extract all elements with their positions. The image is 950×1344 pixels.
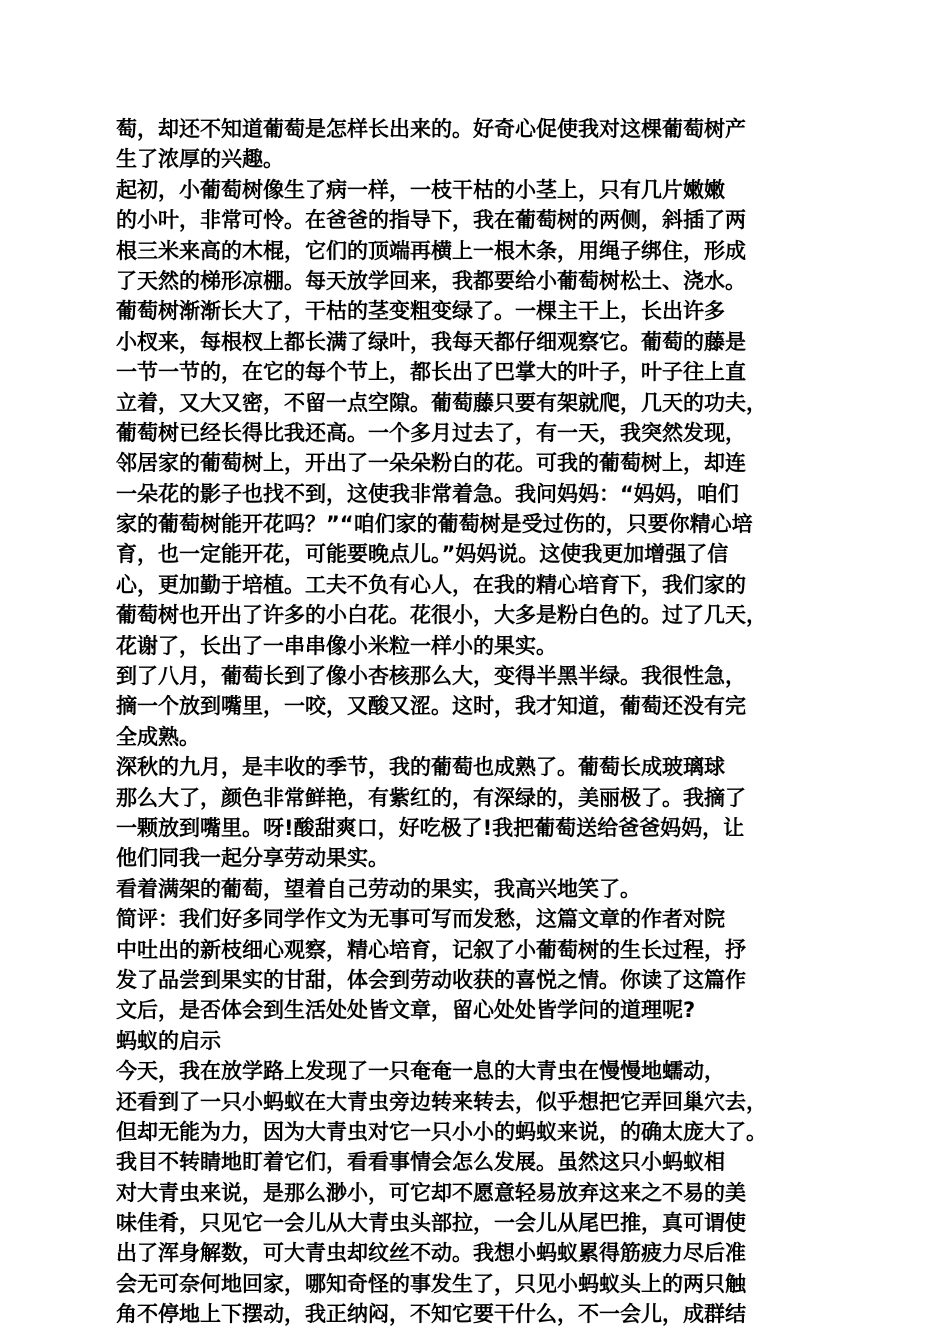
text-line: 今天，我在放学路上发现了一只奄奄一息的大青虫在慢慢地蠕动， (116, 1059, 725, 1084)
text-line: 葡萄树也开出了许多的小白花。花很小，大多是粉白色的。过了几天， (116, 603, 767, 628)
text-line: 萄，却还不知道葡萄是怎样长出来的。好奇心促使我对这棵葡萄树产 (116, 117, 746, 141)
text-line: 中吐出的新枝细心观察，精心培育，记叙了小葡萄树的生长过程，抒 (116, 937, 746, 962)
text-line: 葡萄树渐渐长大了，干枯的茎变粗变绿了。一棵主干上，长出许多 (116, 299, 725, 324)
text-line: 会无可奈何地回家，哪知奇怪的事发生了，只见小蚂蚁头上的两只触 (116, 1271, 746, 1296)
document-body (116, 114, 846, 1330)
text-line: 简评：我们好多同学作文为无事可写而发愁，这篇文章的作者对院 (116, 907, 725, 932)
text-line: 起初，小葡萄树像生了病一样，一枝干枯的小茎上，只有几片嫩嫩 (116, 177, 725, 202)
text-line: 我目不转睛地盯着它们，看看事情会怎么发展。虽然这只小蚂蚁相 (116, 1150, 725, 1175)
text-line: 家的葡萄树能开花吗？”“咱们家的葡萄树是受过伤的，只要你精心培 (116, 512, 753, 537)
text-line: 一颗放到嘴里。呀!酸甜爽口，好吃极了!我把葡萄送给爸爸妈妈，让 (116, 815, 745, 840)
text-line: 花谢了，长出了一串串像小米粒一样小的果实。 (116, 633, 557, 658)
text-line: 葡萄树已经长得比我还高。一个多月过去了，有一天，我突然发现， (116, 420, 746, 445)
text-line: 深秋的九月，是丰收的季节，我的葡萄也成熟了。葡萄长成玻璃球 (116, 755, 725, 780)
text-line: 出了浑身解数，可大青虫却纹丝不动。我想小蚂蚁累得筋疲力尽后准 (116, 1241, 746, 1266)
text-line: 全成熟。 (116, 724, 200, 749)
text-line: 心，更加勤于培植。工夫不负有心人，在我的精心培育下，我们家的 (116, 572, 746, 597)
text-line: 了天然的梯形凉棚。每天放学回来，我都要给小葡萄树松土、浇水。 (116, 268, 746, 293)
text-line: 但却无能为力，因为大青虫对它一只小小的蚂蚁来说，的确太庞大了。 (116, 1119, 767, 1144)
text-line: 立着，又大又密，不留一点空隙。葡萄藤只要有架就爬，几天的功夫， (116, 390, 767, 415)
text-line: 生了浓厚的兴趣。 (116, 147, 284, 172)
text-line: 他们同我一起分享劳动果实。 (116, 846, 389, 871)
text-line: 到了八月，葡萄长到了像小杏核那么大，变得半黑半绿。我很性急， (116, 664, 746, 689)
section-heading: 蚂蚁的启示 (116, 1028, 221, 1053)
text-line: 对大青虫来说，是那么渺小，可它却不愿意轻易放弃这来之不易的美 (116, 1180, 746, 1205)
text-line: 的小叶，非常可怜。在爸爸的指导下，我在葡萄树的两侧，斜插了两 (116, 208, 746, 233)
text-line: 味佳肴，只见它一会儿从大青虫头部拉，一会儿从尾巴推，真可谓使 (116, 1211, 746, 1236)
text-line: 看着满架的葡萄，望着自己劳动的果实，我高兴地笑了。 (116, 876, 641, 901)
text-line: 文后，是否体会到生活处处皆文章，留心处处皆学问的道理呢? (116, 998, 696, 1023)
text-line: 角不停地上下摆动，我正纳闷，不知它要干什么，不一会儿，成群结 (116, 1302, 746, 1327)
text-line: 摘一个放到嘴里，一咬，又酸又涩。这时，我才知道，葡萄还没有完 (116, 694, 746, 719)
text-line: 一节一节的，在它的每个节上，都长出了巴掌大的叶子，叶子往上直 (116, 360, 746, 385)
text-line: 邻居家的葡萄树上，开出了一朵朵粉白的花。可我的葡萄树上，却连 (116, 451, 746, 476)
text-line: 小杈来，每根杈上都长满了绿叶，我每天都仔细观察它。葡萄的藤是 (116, 329, 746, 354)
text-line: 发了品尝到果实的甘甜，体会到劳动收获的喜悦之情。你读了这篇作 (116, 967, 746, 992)
text-line: 还看到了一只小蚂蚁在大青虫旁边转来转去，似乎想把它弄回巢穴去， (116, 1089, 767, 1114)
text-line: 根三米来高的木棍，它们的顶端再横上一根木条，用绳子绑住，形成 (116, 238, 746, 263)
text-line: 一朵花的影子也找不到，这使我非常着急。我问妈妈：“妈妈，咱们 (116, 481, 739, 506)
text-line: 那么大了，颜色非常鲜艳，有紫红的，有深绿的，美丽极了。我摘了 (116, 785, 746, 810)
text-line: 育，也一定能开花，可能要晚点儿。”妈妈说。这使我更加增强了信 (116, 542, 729, 567)
